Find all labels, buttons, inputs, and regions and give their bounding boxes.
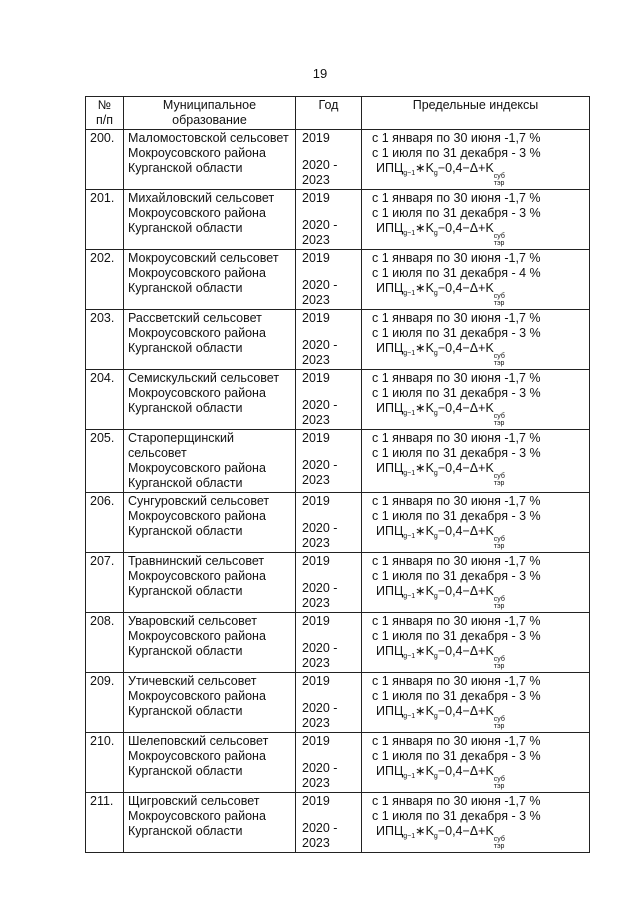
table-row <box>86 370 590 430</box>
municipality-line: Сунгуровский сельсовет <box>128 494 270 508</box>
table-row <box>86 250 590 310</box>
year-cell <box>296 793 362 853</box>
formula-minus: −0,4−Δ+K <box>437 281 494 295</box>
formula-ipc-sub: g−1 <box>403 713 416 720</box>
municipality-line: Утичевский сельсовет <box>128 674 257 688</box>
formula-mult: ∗K <box>415 764 434 778</box>
municipality-cell <box>124 310 296 370</box>
year-second: 2020 - 2023 <box>302 581 338 610</box>
formula-ipc-sub: g−1 <box>403 170 416 177</box>
indices-cell <box>362 733 590 793</box>
year-first: 2019 <box>302 191 330 205</box>
formula-k-sub2: тэр <box>493 240 505 247</box>
formula-k-sup: суб <box>493 776 505 783</box>
row-number: 203. <box>86 310 124 370</box>
formula-minus: −0,4−Δ+K <box>437 824 494 838</box>
municipality-cell <box>124 613 296 673</box>
municipality-cell <box>124 493 296 553</box>
year-second: 2020 - 2023 <box>302 761 338 790</box>
table-row <box>86 553 590 613</box>
year-first: 2019 <box>302 431 330 445</box>
municipality-line: Мокроусовского района <box>128 146 266 160</box>
municipality-line: Михайловский сельсовет <box>128 191 275 205</box>
year-second: 2020 - 2023 <box>302 701 338 730</box>
formula-k-sub: g <box>433 713 438 720</box>
formula-k-sup: суб <box>493 473 505 480</box>
formula-minus: −0,4−Δ+K <box>437 401 494 415</box>
formula-k-sub2: тэр <box>493 603 505 610</box>
municipality-line: Курганской области <box>128 161 243 175</box>
year-cell <box>296 130 362 190</box>
row-number: 200. <box>86 130 124 190</box>
formula-ipc: ИПЦ <box>376 341 404 355</box>
year-first: 2019 <box>302 494 330 508</box>
formula-k-sup: суб <box>493 716 505 723</box>
index-first-half: с 1 января по 30 июня -1,7 % <box>372 131 541 145</box>
table-row <box>86 130 590 190</box>
index-first-half: с 1 января по 30 июня -1,7 % <box>372 614 541 628</box>
index-second-half: с 1 июля по 31 декабря - 3 % <box>372 206 541 220</box>
formula-ipc: ИПЦ <box>376 824 404 838</box>
index-first-half: с 1 января по 30 июня -1,7 % <box>372 794 541 808</box>
table-row <box>86 430 590 493</box>
municipality-cell <box>124 130 296 190</box>
municipality-line: Курганской области <box>128 401 243 415</box>
formula-ipc: ИПЦ <box>376 764 404 778</box>
formula-ipc: ИПЦ <box>376 584 404 598</box>
municipality-line: Мокроусовского района <box>128 206 266 220</box>
formula-mult: ∗K <box>415 461 434 475</box>
indices-cell <box>362 553 590 613</box>
year-second: 2020 - 2023 <box>302 821 338 850</box>
index-formula <box>366 461 585 487</box>
header-num: № п/п <box>86 97 124 130</box>
indices-cell <box>362 310 590 370</box>
municipality-line: Щигровский сельсовет <box>128 794 260 808</box>
index-formula <box>366 584 585 610</box>
formula-k-sup: суб <box>493 413 505 420</box>
municipality-line: Мокроусовского района <box>128 266 266 280</box>
municipality-cell <box>124 793 296 853</box>
year-cell <box>296 310 362 370</box>
formula-ipc: ИПЦ <box>376 161 404 175</box>
table-row <box>86 310 590 370</box>
municipality-cell <box>124 673 296 733</box>
municipality-line: сельсовет <box>128 446 187 460</box>
formula-k-sub2: тэр <box>493 480 505 487</box>
year-first: 2019 <box>302 794 330 808</box>
formula-k-sub2: тэр <box>493 180 505 187</box>
municipality-line: Курганской области <box>128 644 243 658</box>
indices-cell <box>362 493 590 553</box>
year-second: 2020 - 2023 <box>302 218 338 247</box>
formula-k-sub2: тэр <box>493 300 505 307</box>
index-formula <box>366 704 585 730</box>
formula-mult: ∗K <box>415 704 434 718</box>
formula-k-sub2: тэр <box>493 543 505 550</box>
index-formula <box>366 764 585 790</box>
index-formula <box>366 161 585 187</box>
row-number: 210. <box>86 733 124 793</box>
year-cell <box>296 370 362 430</box>
municipality-line: Мокроусовского района <box>128 326 266 340</box>
formula-ipc: ИПЦ <box>376 644 404 658</box>
municipality-line: Курганской области <box>128 824 243 838</box>
year-second: 2020 - 2023 <box>302 521 338 550</box>
municipality-line: Мокроусовского района <box>128 509 266 523</box>
formula-ipc: ИПЦ <box>376 704 404 718</box>
year-cell <box>296 250 362 310</box>
row-number: 205. <box>86 430 124 493</box>
municipality-line: Мокроусовского района <box>128 629 266 643</box>
year-second: 2020 - 2023 <box>302 338 338 367</box>
index-second-half: с 1 июля по 31 декабря - 3 % <box>372 689 541 703</box>
index-first-half: с 1 января по 30 июня -1,7 % <box>372 311 541 325</box>
index-first-half: с 1 января по 30 июня -1,7 % <box>372 251 541 265</box>
formula-ipc-sub: g−1 <box>403 773 416 780</box>
municipality-line: Курганской области <box>128 221 243 235</box>
municipality-line: Мокроусовского района <box>128 569 266 583</box>
index-second-half: с 1 июля по 31 декабря - 3 % <box>372 629 541 643</box>
formula-ipc-sub: g−1 <box>403 593 416 600</box>
indices-cell <box>362 130 590 190</box>
formula-k-sub: g <box>433 470 438 477</box>
formula-ipc-sub: g−1 <box>403 290 416 297</box>
index-first-half: с 1 января по 30 июня -1,7 % <box>372 734 541 748</box>
index-second-half: с 1 июля по 31 декабря - 3 % <box>372 749 541 763</box>
year-second: 2020 - 2023 <box>302 641 338 670</box>
municipality-line: Мокроусовский сельсовет <box>128 251 279 265</box>
year-first: 2019 <box>302 311 330 325</box>
formula-k-sub2: тэр <box>493 663 505 670</box>
formula-ipc-sub: g−1 <box>403 653 416 660</box>
year-cell <box>296 673 362 733</box>
year-first: 2019 <box>302 371 330 385</box>
formula-mult: ∗K <box>415 644 434 658</box>
formula-ipc-sub: g−1 <box>403 410 416 417</box>
index-formula <box>366 824 585 850</box>
municipality-line: Маломостовской сельсовет <box>128 131 289 145</box>
row-number: 202. <box>86 250 124 310</box>
municipality-line: Семискульский сельсовет <box>128 371 280 385</box>
index-first-half: с 1 января по 30 июня -1,7 % <box>372 191 541 205</box>
row-number: 211. <box>86 793 124 853</box>
table-row <box>86 493 590 553</box>
row-number: 209. <box>86 673 124 733</box>
formula-minus: −0,4−Δ+K <box>437 221 494 235</box>
formula-ipc: ИПЦ <box>376 461 404 475</box>
header-year: Год <box>296 97 362 130</box>
index-formula <box>366 221 585 247</box>
formula-mult: ∗K <box>415 584 434 598</box>
index-second-half: с 1 июля по 31 декабря - 3 % <box>372 326 541 340</box>
header-indices: Предельные индексы <box>362 97 590 130</box>
formula-mult: ∗K <box>415 824 434 838</box>
index-formula <box>366 341 585 367</box>
formula-k-sub: g <box>433 533 438 540</box>
formula-k-sub: g <box>433 290 438 297</box>
index-second-half: с 1 июля по 31 декабря - 4 % <box>372 266 541 280</box>
formula-ipc: ИПЦ <box>376 221 404 235</box>
formula-minus: −0,4−Δ+K <box>437 524 494 538</box>
municipality-cell <box>124 370 296 430</box>
municipality-line: Курганской области <box>128 524 243 538</box>
formula-k-sub: g <box>433 170 438 177</box>
year-first: 2019 <box>302 251 330 265</box>
formula-minus: −0,4−Δ+K <box>437 644 494 658</box>
formula-k-sub2: тэр <box>493 420 505 427</box>
index-first-half: с 1 января по 30 июня -1,7 % <box>372 431 541 445</box>
index-formula <box>366 281 585 307</box>
year-first: 2019 <box>302 674 330 688</box>
formula-k-sub: g <box>433 593 438 600</box>
year-cell <box>296 613 362 673</box>
formula-k-sub2: тэр <box>493 723 505 730</box>
formula-ipc: ИПЦ <box>376 401 404 415</box>
indices-cell <box>362 190 590 250</box>
year-cell <box>296 190 362 250</box>
formula-minus: −0,4−Δ+K <box>437 461 494 475</box>
municipality-line: Мокроусовского района <box>128 461 266 475</box>
indices-cell <box>362 613 590 673</box>
table-body <box>86 130 590 853</box>
year-cell <box>296 493 362 553</box>
formula-mult: ∗K <box>415 341 434 355</box>
year-first: 2019 <box>302 554 330 568</box>
formula-k-sub: g <box>433 410 438 417</box>
formula-k-sup: суб <box>493 536 505 543</box>
formula-k-sub: g <box>433 230 438 237</box>
year-first: 2019 <box>302 734 330 748</box>
formula-k-sub2: тэр <box>493 360 505 367</box>
index-first-half: с 1 января по 30 июня -1,7 % <box>372 674 541 688</box>
formula-k-sub2: тэр <box>493 843 505 850</box>
year-cell <box>296 553 362 613</box>
indices-cell <box>362 370 590 430</box>
municipality-cell <box>124 250 296 310</box>
formula-k-sub: g <box>433 833 438 840</box>
formula-k-sup: суб <box>493 353 505 360</box>
row-number: 201. <box>86 190 124 250</box>
page-number: 19 <box>312 66 328 81</box>
formula-k-sub: g <box>433 653 438 660</box>
index-second-half: с 1 июля по 31 декабря - 3 % <box>372 569 541 583</box>
table-row <box>86 673 590 733</box>
municipality-line: Мокроусовского района <box>128 809 266 823</box>
formula-k-sub: g <box>433 773 438 780</box>
index-second-half: с 1 июля по 31 декабря - 3 % <box>372 446 541 460</box>
formula-k-sup: суб <box>493 173 505 180</box>
year-second: 2020 - 2023 <box>302 398 338 427</box>
year-cell <box>296 430 362 493</box>
index-second-half: с 1 июля по 31 декабря - 3 % <box>372 386 541 400</box>
row-number: 204. <box>86 370 124 430</box>
formula-k-sup: суб <box>493 293 505 300</box>
formula-k-sub2: тэр <box>493 783 505 790</box>
year-cell <box>296 733 362 793</box>
row-number: 207. <box>86 553 124 613</box>
index-second-half: с 1 июля по 31 декабря - 3 % <box>372 809 541 823</box>
municipality-line: Курганской области <box>128 341 243 355</box>
formula-mult: ∗K <box>415 221 434 235</box>
table-row <box>86 190 590 250</box>
municipality-line: Курганской области <box>128 704 243 718</box>
year-first: 2019 <box>302 614 330 628</box>
formula-mult: ∗K <box>415 401 434 415</box>
municipality-line: Курганской области <box>128 281 243 295</box>
table-row <box>86 793 590 853</box>
row-number: 208. <box>86 613 124 673</box>
formula-ipc: ИПЦ <box>376 281 404 295</box>
index-second-half: с 1 июля по 31 декабря - 3 % <box>372 146 541 160</box>
formula-ipc-sub: g−1 <box>403 833 416 840</box>
formula-minus: −0,4−Δ+K <box>437 584 494 598</box>
index-formula <box>366 644 585 670</box>
formula-ipc-sub: g−1 <box>403 230 416 237</box>
municipality-line: Курганской области <box>128 584 243 598</box>
municipality-line: Рассветский сельсовет <box>128 311 262 325</box>
table-header-row <box>86 97 590 130</box>
municipality-cell <box>124 190 296 250</box>
year-first: 2019 <box>302 131 330 145</box>
municipality-line: Уваровский сельсовет <box>128 614 257 628</box>
index-first-half: с 1 января по 30 июня -1,7 % <box>372 494 541 508</box>
formula-ipc-sub: g−1 <box>403 350 416 357</box>
index-formula <box>366 401 585 427</box>
index-second-half: с 1 июля по 31 декабря - 3 % <box>372 509 541 523</box>
formula-ipc-sub: g−1 <box>403 533 416 540</box>
formula-mult: ∗K <box>415 161 434 175</box>
municipality-cell <box>124 553 296 613</box>
formula-minus: −0,4−Δ+K <box>437 161 494 175</box>
formula-k-sup: суб <box>493 233 505 240</box>
municipality-line: Курганской области <box>128 764 243 778</box>
municipality-line: Мокроусовского района <box>128 749 266 763</box>
index-formula <box>366 524 585 550</box>
year-second: 2020 - 2023 <box>302 458 338 487</box>
index-first-half: с 1 января по 30 июня -1,7 % <box>372 371 541 385</box>
indices-cell <box>362 793 590 853</box>
municipality-cell <box>124 430 296 493</box>
table-row <box>86 613 590 673</box>
municipality-line: Мокроусовского района <box>128 689 266 703</box>
formula-k-sup: суб <box>493 656 505 663</box>
formula-k-sub: g <box>433 350 438 357</box>
formula-ipc: ИПЦ <box>376 524 404 538</box>
formula-k-sup: суб <box>493 836 505 843</box>
indices-cell <box>362 250 590 310</box>
formula-mult: ∗K <box>415 524 434 538</box>
municipality-line: Курганской области <box>128 476 243 490</box>
header-municipality: Муниципальное образование <box>124 97 296 130</box>
year-second: 2020 - 2023 <box>302 158 338 187</box>
indices-cell <box>362 430 590 493</box>
row-number: 206. <box>86 493 124 553</box>
index-first-half: с 1 января по 30 июня -1,7 % <box>372 554 541 568</box>
municipality-line: Травнинский сельсовет <box>128 554 265 568</box>
municipality-line: Мокроусовского района <box>128 386 266 400</box>
formula-ipc-sub: g−1 <box>403 470 416 477</box>
table-row <box>86 733 590 793</box>
formula-minus: −0,4−Δ+K <box>437 704 494 718</box>
indices-cell <box>362 673 590 733</box>
indices-table <box>85 96 590 853</box>
formula-mult: ∗K <box>415 281 434 295</box>
formula-k-sup: суб <box>493 596 505 603</box>
municipality-cell <box>124 733 296 793</box>
year-second: 2020 - 2023 <box>302 278 338 307</box>
municipality-line: Староперщинский <box>128 431 234 445</box>
municipality-line: Шелеповский сельсовет <box>128 734 269 748</box>
formula-minus: −0,4−Δ+K <box>437 341 494 355</box>
formula-minus: −0,4−Δ+K <box>437 764 494 778</box>
